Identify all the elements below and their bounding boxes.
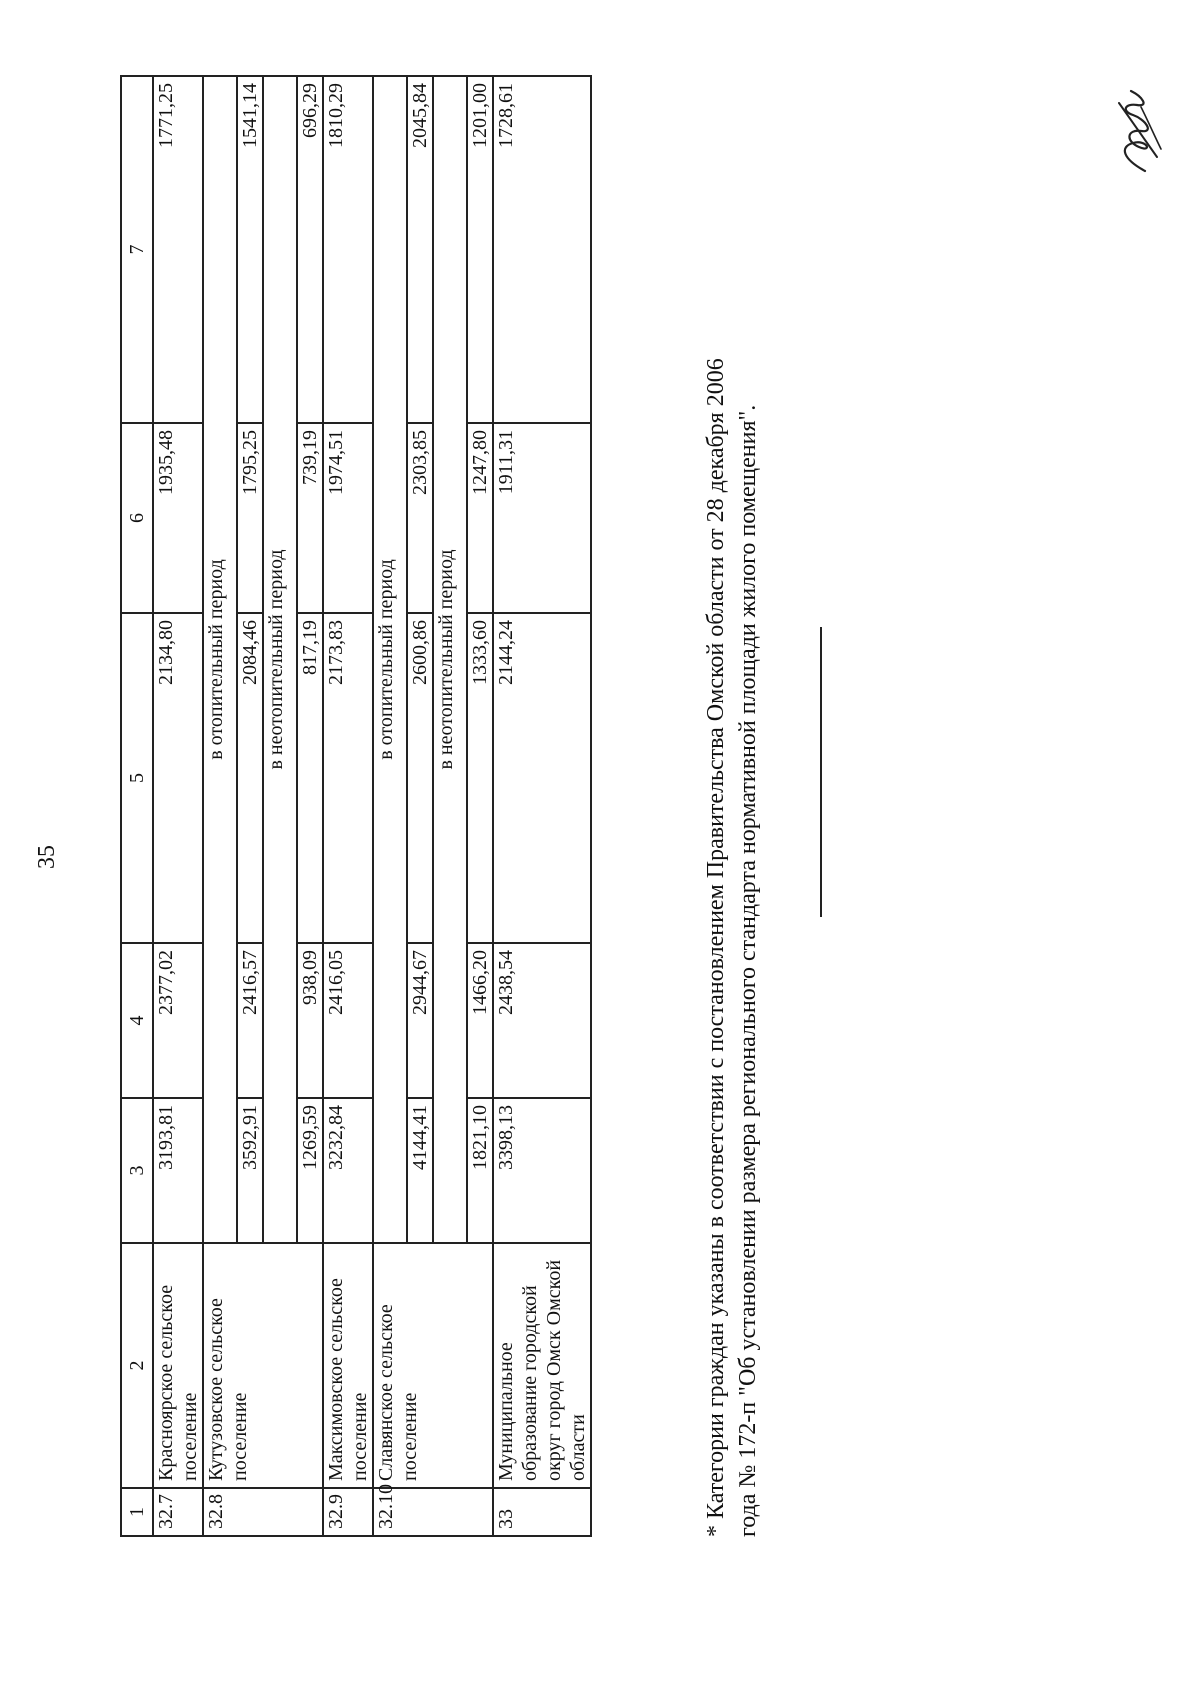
cell-c3: 3592,91 <box>237 1098 263 1243</box>
cell-c7: 696,29 <box>297 76 323 423</box>
footnote-line-2: года № 172-п "Об установлении размера регионального стандарта нормативной площади жилого помещения". <box>735 404 761 1537</box>
separator-line <box>820 627 822 917</box>
row-code: 32.7 <box>153 1488 203 1536</box>
header-col-1: 1 <box>121 1488 153 1536</box>
row-code: 32.10 <box>373 1488 493 1536</box>
cell-c6: 1247,80 <box>467 423 493 613</box>
row-name: Муниципальное образование городской округ город Омск Омской области <box>493 1243 591 1488</box>
cell-c5: 2173,83 <box>323 613 373 943</box>
cell-c6: 1974,51 <box>323 423 373 613</box>
cell-c5: 2600,86 <box>407 613 433 943</box>
cell-c4: 938,09 <box>297 943 323 1098</box>
cell-c5: 2134,80 <box>153 613 203 943</box>
cell-c4: 2416,05 <box>323 943 373 1098</box>
cell-c7: 1541,14 <box>237 76 263 423</box>
row-code: 32.8 <box>203 1488 323 1536</box>
cell-c6: 1795,25 <box>237 423 263 613</box>
cell-c6: 739,19 <box>297 423 323 613</box>
cell-c7: 1728,61 <box>493 76 591 423</box>
table-row <box>153 76 203 1536</box>
cell-c3: 1269,59 <box>297 1098 323 1243</box>
header-col-6: 6 <box>121 423 153 613</box>
cell-c5: 2084,46 <box>237 613 263 943</box>
cell-c4: 2944,67 <box>407 943 433 1098</box>
cell-c5: 2144,24 <box>493 613 591 943</box>
footnote-line-1: * Категории граждан указаны в соответствии с постановлением Правительства Омской области от 28 декабря 2006 <box>703 358 729 1537</box>
cell-c4: 2438,54 <box>493 943 591 1098</box>
period-label-heating: в отопительный период <box>203 76 237 1243</box>
cell-c7: 2045,84 <box>407 76 433 423</box>
table-row <box>323 76 373 1536</box>
table-row <box>203 76 237 1536</box>
cell-c4: 1466,20 <box>467 943 493 1098</box>
cell-c6: 1935,48 <box>153 423 203 613</box>
period-label-nonheating: в неотопительный период <box>263 76 297 1243</box>
cell-c3: 1821,10 <box>467 1098 493 1243</box>
cell-c6: 2303,85 <box>407 423 433 613</box>
row-code: 32.9 <box>323 1488 373 1536</box>
cell-c5: 817,19 <box>297 613 323 943</box>
footnote <box>700 137 764 1537</box>
cell-c7: 1201,00 <box>467 76 493 423</box>
period-label-nonheating: в неотопительный период <box>433 76 467 1243</box>
header-col-5: 5 <box>121 613 153 943</box>
tariff-table <box>120 75 592 1537</box>
table-row <box>493 76 591 1536</box>
cell-c3: 3193,81 <box>153 1098 203 1243</box>
row-name: Кутузовское сельское поселение <box>203 1243 323 1488</box>
header-col-3: 3 <box>121 1098 153 1243</box>
cell-c7: 1771,25 <box>153 76 203 423</box>
row-name: Красноярское сельское поселение <box>153 1243 203 1488</box>
page-number: 35 <box>34 845 60 869</box>
row-code: 33 <box>493 1488 591 1536</box>
cell-c6: 1911,31 <box>493 423 591 613</box>
cell-c3: 4144,41 <box>407 1098 433 1243</box>
header-col-4: 4 <box>121 943 153 1098</box>
signature-icon <box>1105 87 1175 177</box>
header-col-2: 2 <box>121 1243 153 1488</box>
header-row <box>121 76 153 1536</box>
period-label-heating: в отопительный период <box>373 76 407 1243</box>
cell-c7: 1810,29 <box>323 76 373 423</box>
cell-c4: 2377,02 <box>153 943 203 1098</box>
cell-c4: 2416,57 <box>237 943 263 1098</box>
cell-c3: 3398,13 <box>493 1098 591 1243</box>
header-col-7: 7 <box>121 76 153 423</box>
table-row <box>373 76 407 1536</box>
cell-c5: 1333,60 <box>467 613 493 943</box>
row-name: Славянское сельское поселение <box>373 1243 493 1488</box>
row-name: Максимовское сельское поселение <box>323 1243 373 1488</box>
cell-c3: 3232,84 <box>323 1098 373 1243</box>
